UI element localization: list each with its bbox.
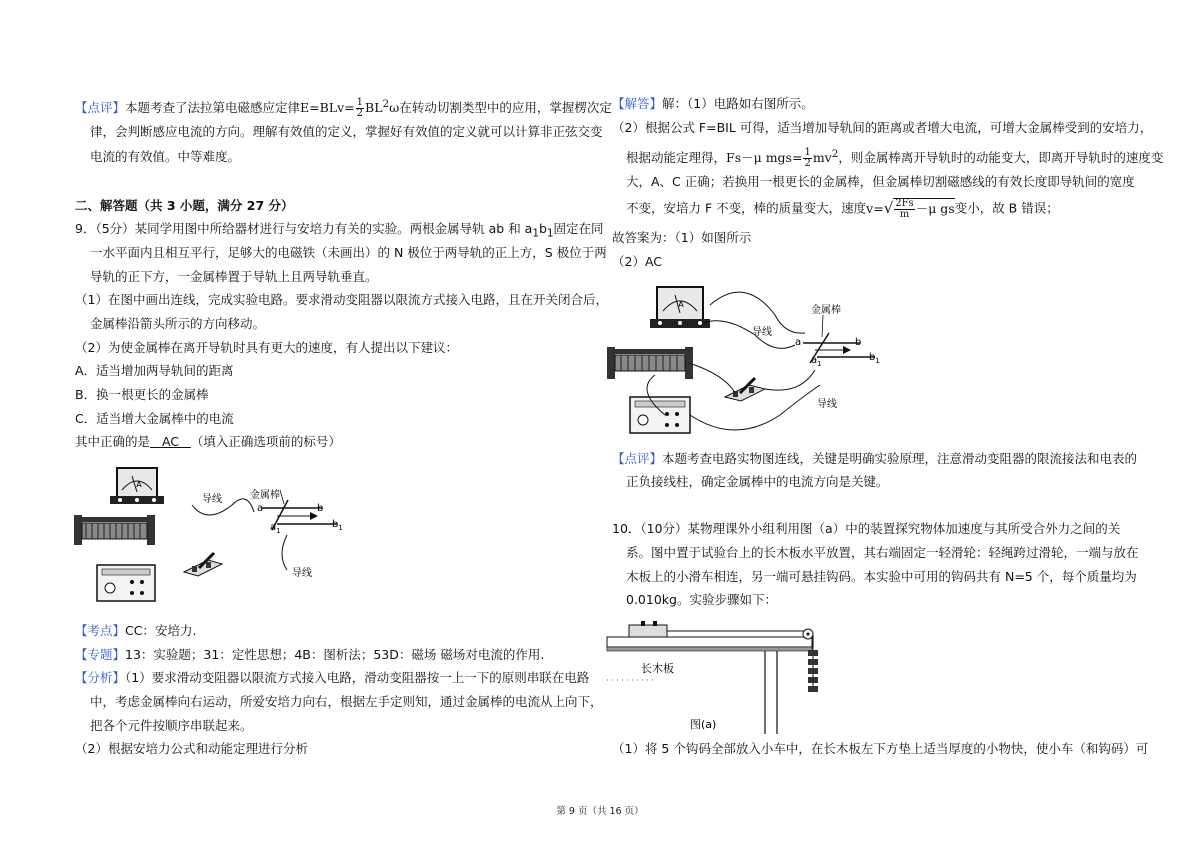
formula-sup: 2 (382, 98, 390, 110)
dianping2-line2: 正负接线柱，确定金属棒中的电流方向是关键。 (626, 474, 889, 489)
fig1-b1-letter: b (332, 519, 339, 530)
fig2-label-a: a (795, 337, 802, 348)
frac-den: 2 (356, 108, 364, 120)
q9-sub: 1 (532, 227, 539, 240)
power-supply-icon (630, 397, 690, 433)
fenxi-line4: （2）根据安培力公式和动能定理进行分析 (75, 741, 308, 756)
kaodian-tag: 【考点】 (75, 623, 126, 638)
dianping-tag: 【点评】 (75, 100, 126, 116)
fraction (803, 148, 811, 169)
fig2-label-rod: 金属棒 (811, 305, 841, 316)
frac-den: 2 (804, 158, 811, 170)
fig2-label-b: b (855, 337, 862, 348)
jieda-text: 不变，安培力 F 不变，棒的质量变大，速度 (626, 200, 867, 216)
fig1-label-b: b (317, 503, 324, 514)
q9-option-b: B．换一根更长的金属棒 (75, 387, 209, 402)
switch-icon (725, 378, 765, 401)
q9-option-a: A．适当增加两导轨间的距离 (75, 363, 234, 378)
fig2-a1-letter: a (811, 355, 818, 366)
fenxi-text: （1）要求滑动变阻器以限流方式接入电路，滑动变阻器按一上一下的原则串联在电路 (125, 670, 590, 685)
answer-suffix: （填入正确选项前的标号） (190, 434, 341, 449)
jieda-tag: 【解答】 (612, 96, 663, 111)
switch-icon (184, 553, 222, 576)
fig2-label-wire2: 导线 (817, 399, 837, 410)
q9-sub: 1 (546, 227, 554, 240)
zhuanti-line (75, 646, 544, 664)
dianping1-text-pre: 本题考查了法拉第电磁感应定律 (125, 100, 301, 116)
fig1-label-rod: 金属棒 (250, 490, 280, 501)
velocity-formula (866, 198, 955, 220)
q9-line1 (75, 220, 604, 243)
q9-line3: 导轨的正下方，一金属棒置于导轨上且两导轨垂直。 (90, 269, 378, 284)
fig2-a1-sub: 1 (817, 360, 822, 368)
formula-part: －μ gs (915, 201, 955, 216)
dianping1-line3: 电流的有效值。中等难度。 (90, 149, 241, 164)
q9-line6: （2）为使金属棒在离开导轨时具有更大的速度，有人提出以下建议： (75, 340, 458, 355)
formula-part: v= (866, 200, 884, 216)
fig1-label-b1 (332, 519, 343, 532)
jieda-line3 (626, 145, 1163, 169)
jieda-text: 变小，故 B 错误； (954, 200, 1059, 216)
circuit-figure-right (605, 275, 905, 435)
fig1-label-a: a (257, 503, 264, 514)
fenxi-line1 (75, 669, 589, 687)
fig1-label-wire1: 导线 (202, 494, 222, 505)
fraction (356, 98, 364, 119)
jieda-line1 (612, 95, 814, 113)
formula-part: E=BLv= (300, 100, 355, 116)
table-leg-icon (765, 651, 777, 734)
jieda-text: ，则金属棒离开导轨时的动能变大，即离开导轨时的速度变 (838, 150, 1164, 166)
rheostat-icon (74, 515, 155, 545)
frac-den: m (899, 209, 910, 220)
fig1-a1-letter: a (270, 522, 277, 533)
formula-part: Fs－μ mgs= (726, 150, 803, 166)
pulley-icon (803, 629, 813, 639)
answer-line2: （2）AC (612, 254, 663, 269)
frac-num: 1 (356, 97, 364, 109)
frac-num: 2Fs (895, 198, 914, 209)
fig2-label-wire1: 导线 (752, 327, 772, 338)
fig1-b1-sub: 1 (338, 524, 343, 532)
q9-text: 9．（5分）某同学用图中所给器材进行与安培力有关的实验。两根金属导轨 ab 和 a (75, 221, 533, 236)
fenxi-line2: 中，考虑金属棒向右运动，所爱安培力向右，根据左手定则知，通过金属棒的电流从上向下， (90, 694, 603, 709)
dianping2-tag: 【点评】 (612, 451, 663, 466)
zhuanti-tag: 【专题】 (75, 647, 126, 662)
fig2-b1-sub: 1 (875, 357, 880, 365)
q10-line4: 0.010kg。实验步骤如下： (626, 592, 777, 607)
q9-option-c: C．适当增大金属棒中的电流 (75, 411, 234, 426)
dianping1-line2: 律，会判断感应电流的方向。理解有效值的定义，掌握好有效值的定义就可以计算非正弦交变 (90, 124, 603, 139)
power-supply-icon (97, 565, 155, 601)
rheostat-icon (607, 347, 693, 379)
page-footer: 第 9 页（共 16 页） (556, 806, 644, 817)
formula-part: ω (389, 100, 400, 116)
hook-weights-icon (808, 646, 818, 692)
fig-a-board-label: 长木板 (641, 662, 674, 675)
dianping1-text-post: 在转动切割类型中的应用，掌握楞次定 (399, 100, 612, 116)
formula-part: BL (365, 100, 383, 116)
dianping2-line1 (612, 450, 1137, 468)
answer-value: AC (161, 434, 179, 449)
formula-part: mv (812, 150, 832, 166)
experiment-figure-a (605, 612, 835, 737)
q9-line4: （1）在图中画出连线，完成实验电路。要求滑动变阻器以限流方式接入电路，且在开关闭合后， (75, 292, 608, 307)
ammeter-letter: A (678, 300, 684, 309)
fig2-b1-letter: b (869, 352, 876, 363)
q9-line5: 金属棒沿箭头所示的方向移动。 (90, 316, 266, 331)
jieda-line4: 大，A、C 正确；若换用一根更长的金属棒，但金属棒切割磁感线的有效长度即导轨间的宽度 (626, 174, 1135, 189)
q9-text: 固定在同 (553, 221, 604, 236)
radicand (893, 198, 954, 220)
answer-prefix: 其中正确的是 (75, 434, 151, 449)
jieda-text: 根据动能定理得， (626, 150, 727, 166)
answer-line1: 故答案为：（1）如图所示 (612, 230, 752, 245)
fig1-label-wire2: 导线 (292, 568, 312, 579)
fenxi-tag: 【分析】 (75, 670, 126, 685)
q10-line2: 系。图中置于试验台上的长木板水平放置，其右端固定一轻滑轮：轻绳跨过滑轮，一端与放在 (626, 545, 1139, 560)
fig-a-caption: 图(a) (690, 718, 717, 731)
answer-blank (150, 434, 191, 449)
q9-answer-line (75, 433, 341, 451)
dianping2-text: 本题考查电路实物图连线，关键是明确实验原理，注意滑动变阻器的限流接法和电表的 (662, 451, 1138, 466)
kaodian-line (75, 622, 196, 640)
q10-step1: （1）将 5 个钩码全部放入小车中，在长木板左下方垫上适当厚度的小物快，使小车（和钩码）可 (612, 741, 1149, 756)
jieda-line5 (626, 198, 1059, 220)
fenxi-line3: 把各个元件按顺序串联起来。 (90, 718, 253, 733)
section-heading: 二、解答题（共 3 小题，满分 27 分） (75, 198, 294, 213)
q9-line2: 一水平面内且相互平行，足够大的电磁铁（未画出）的 N 极位于两导轨的正上方，S 极位于两 (90, 245, 607, 260)
sqrt-sign: √ (883, 198, 894, 217)
fig2-label-b1 (869, 352, 880, 365)
faraday-formula (300, 97, 400, 120)
kaodian-text: CC：安培力. (125, 623, 197, 638)
q10-line3: 木板上的小滑车相连，另一端可悬挂钩码。本实验中可用的钩码共有 N=5 个，每个质量均为 (626, 569, 1137, 584)
q10-line1: 10．（10分）某物理课外小组利用图（a）中的装置探究物体加速度与其所受合外力之间的关 (612, 521, 1121, 536)
dianping1-line1 (75, 95, 612, 119)
cart-icon (629, 621, 667, 637)
q9-text: b (538, 221, 547, 236)
fraction (894, 199, 914, 220)
zhuanti-text: 13：实验题；31：定性思想；4B：图析法；53D：磁场 磁场对电流的作用. (125, 647, 545, 662)
fig1-a1-sub: 1 (276, 527, 281, 535)
frac-num: 1 (804, 147, 811, 159)
circuit-figure-left (72, 460, 362, 610)
energy-formula (726, 147, 839, 170)
ammeter-letter: A (136, 480, 142, 489)
long-board-icon (607, 637, 812, 651)
formula-sup: 2 (831, 148, 839, 160)
jieda-text: 解：（1）电路如右图所示。 (662, 96, 814, 111)
jieda-line2: （2）根据公式 F=BIL 可得，适当增加导轨间的距离或者增大电流，可增大金属棒受到的安培力， (612, 120, 1153, 135)
